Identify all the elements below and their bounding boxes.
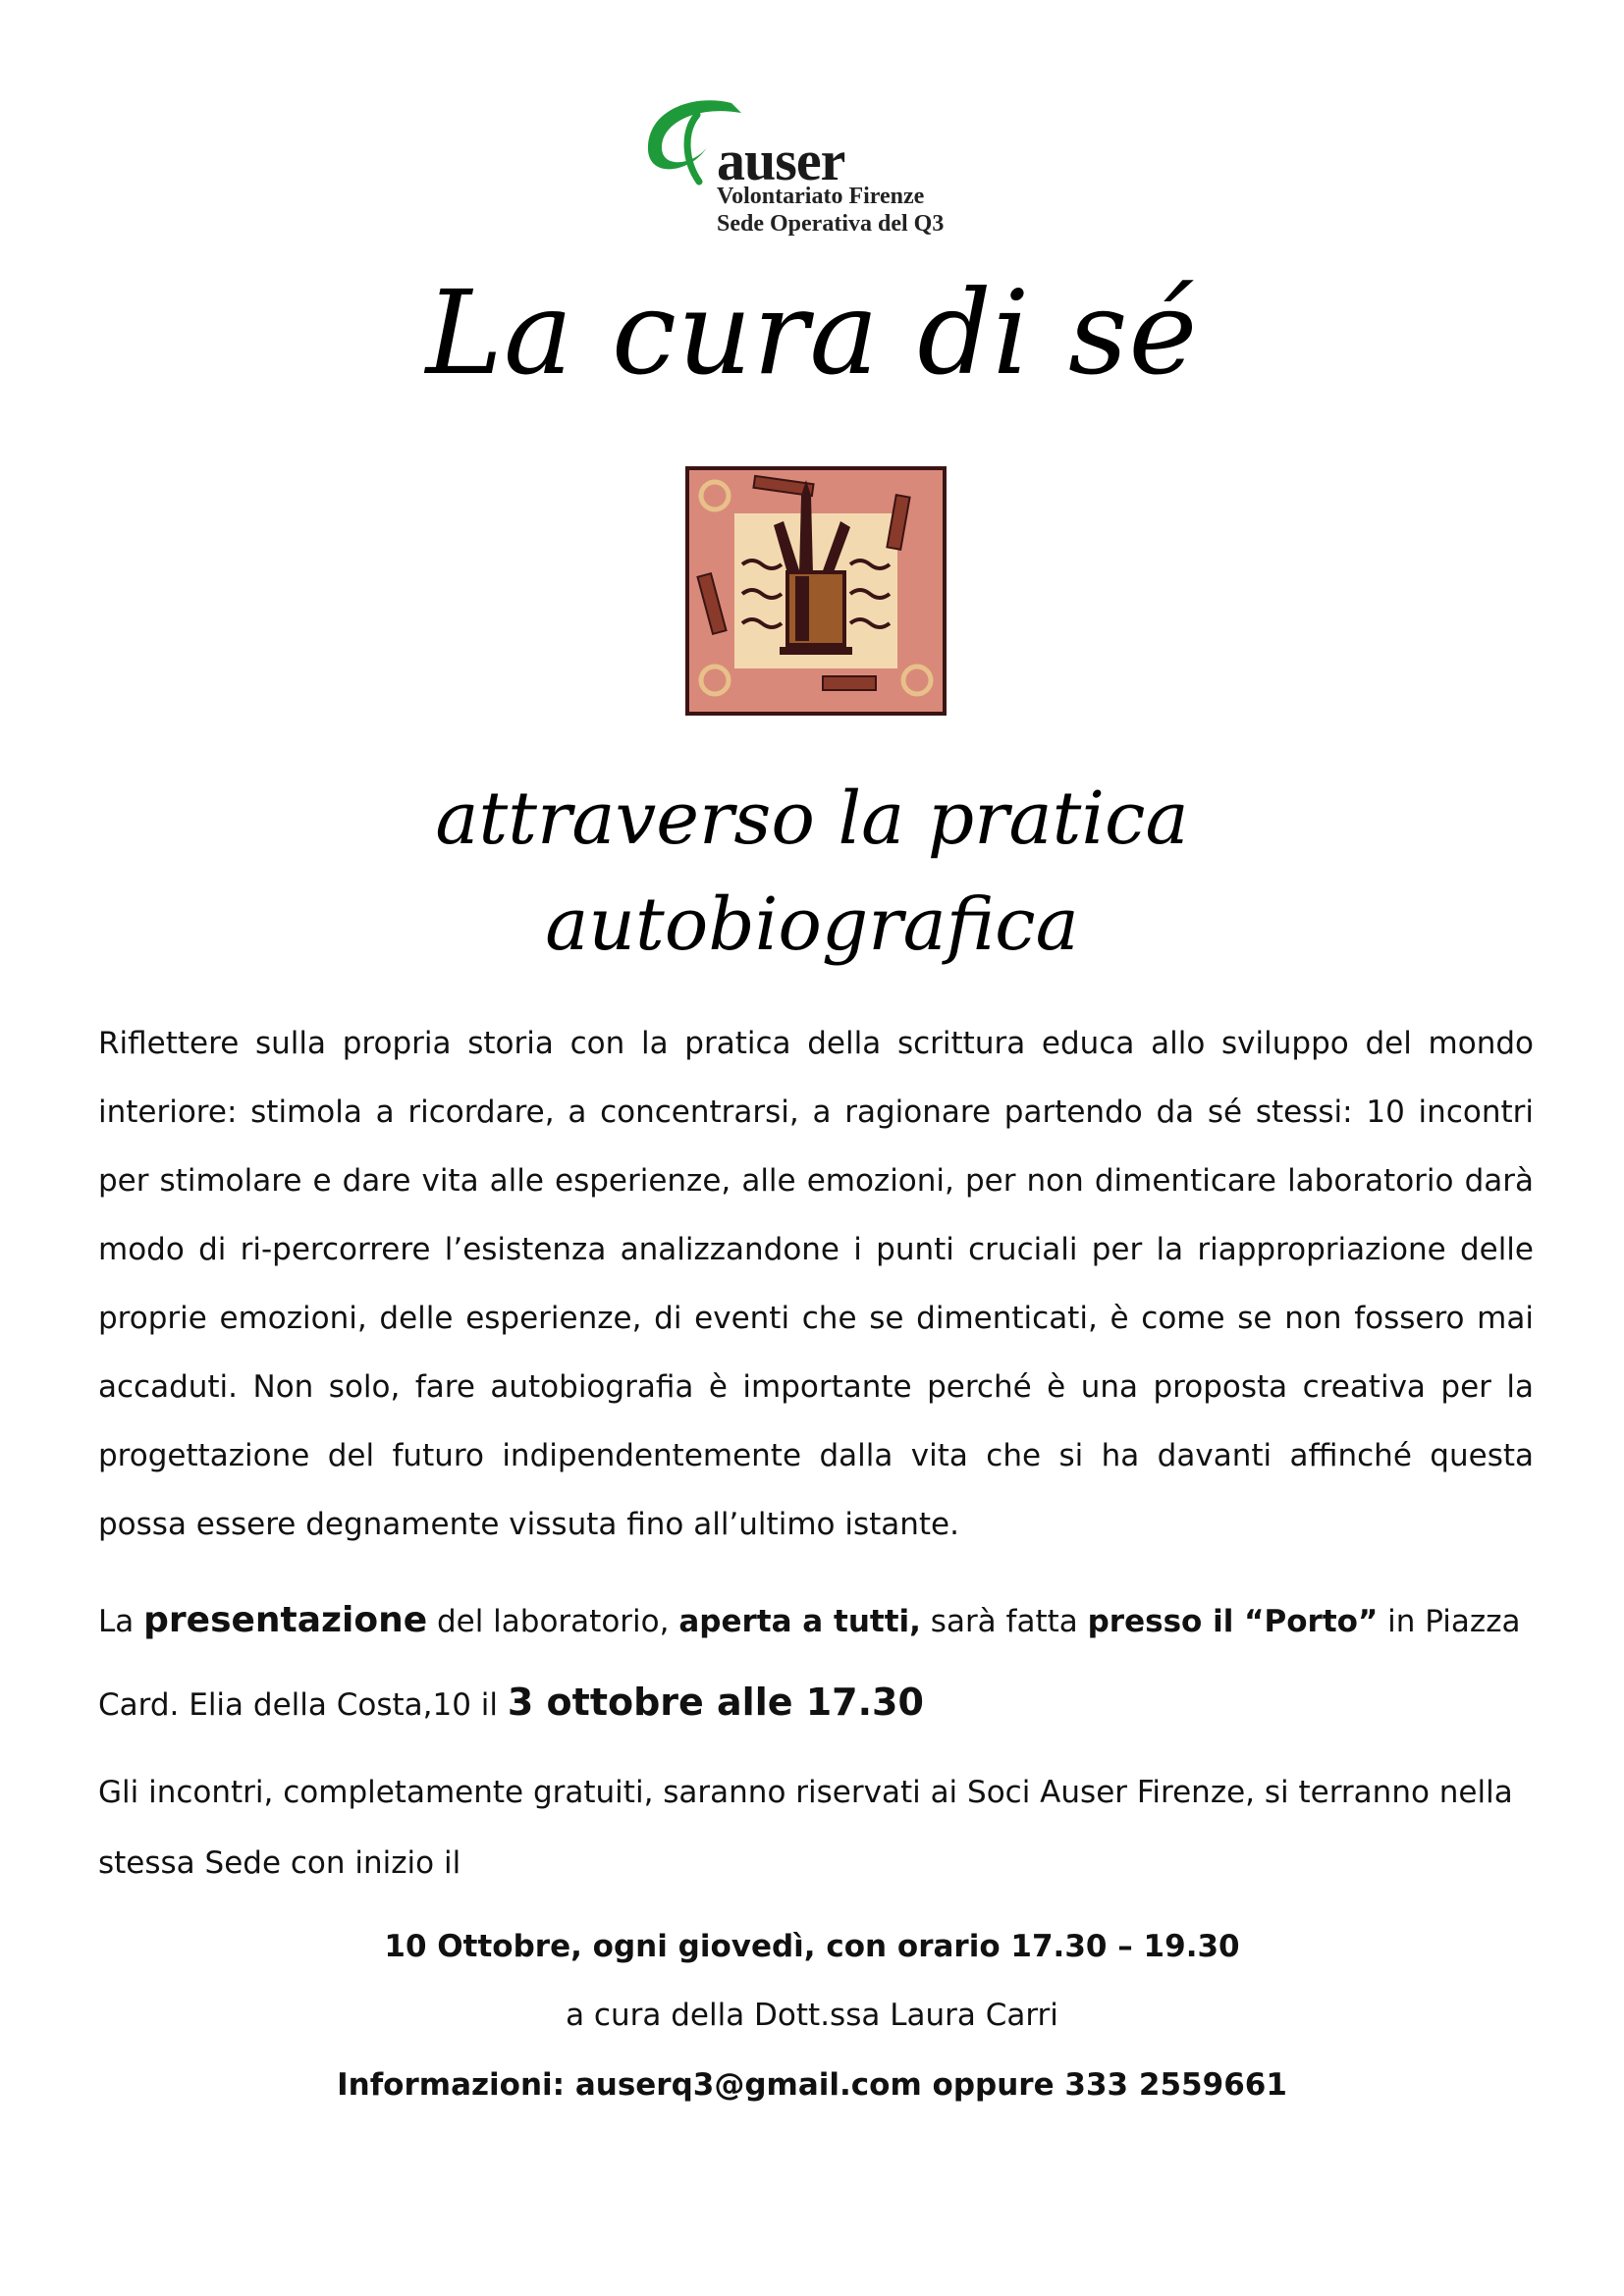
presentation-text-3: sarà fatta xyxy=(920,1604,1088,1639)
pencils-cup-illustration xyxy=(685,466,947,716)
description-paragraph: Riflettere sulla propria storia con la pratica della scrittura educa allo sviluppo del mondo interiore: stimola a ricordare, a concentrarsi, a ragionare partendo da sé stessi: 10 incontri per stimolare e dare vita alle esperienze, alle emozioni, per non dimenticare laboratorio darà modo di ri-percorrere l’esistenza analizzandone i punti cruciali per la riappropriazione delle proprie emozioni, delle esperienze, di eventi che se dimenticati, è come se non fossero mai accaduti. Non solo, fare autobiografia è importante perché è una proposta creativa per la progettazione del futuro indipendentemente dalla vita che si ha davanti affinché questa possa essere degnamente vissuta fino all’ultimo istante. xyxy=(98,1026,1534,1542)
meetings-paragraph: Gli incontri, completamente gratuiti, saranno riservati ai Soci Auser Firenze, si terranno nella stessa Sede con inizio il xyxy=(98,1775,1513,1881)
page-title: La cura di sé xyxy=(425,265,1199,400)
subtitle-line-1: attraverso la pratica xyxy=(435,776,1189,861)
presentation-text-4: in Piazza Card. Elia della Costa,10 il xyxy=(98,1604,1521,1723)
subtitle-line-2: autobiografica xyxy=(545,882,1079,967)
subtitle xyxy=(0,766,1624,978)
logo-subtitle-2: Sede Operativa del Q3 xyxy=(717,211,945,237)
presentation-text-2: del laboratorio, xyxy=(427,1604,679,1639)
presentation-date: 3 ottobre alle 17.30 xyxy=(507,1681,924,1724)
presentation-bold-1: presentazione xyxy=(143,1600,428,1640)
contact-line: Informazioni: auserq3@gmail.com oppure 333 2559661 xyxy=(337,2067,1287,2103)
presentation-text-1: La xyxy=(98,1604,144,1639)
schedule-line: 10 Ottobre, ogni giovedì, con orario 17.30 – 19.30 xyxy=(384,1929,1240,1964)
presentation-bold-3: presso il “Porto” xyxy=(1087,1604,1379,1639)
curator-line: a cura della Dott.ssa Laura Carri xyxy=(566,1998,1058,2033)
auser-logo xyxy=(638,93,972,240)
presentation-paragraph xyxy=(98,1580,1534,1745)
logo-wordmark: auser xyxy=(717,129,845,192)
presentation-bold-2: aperta a tutti, xyxy=(678,1604,921,1639)
logo-subtitle-1: Volontariato Firenze xyxy=(717,184,925,209)
